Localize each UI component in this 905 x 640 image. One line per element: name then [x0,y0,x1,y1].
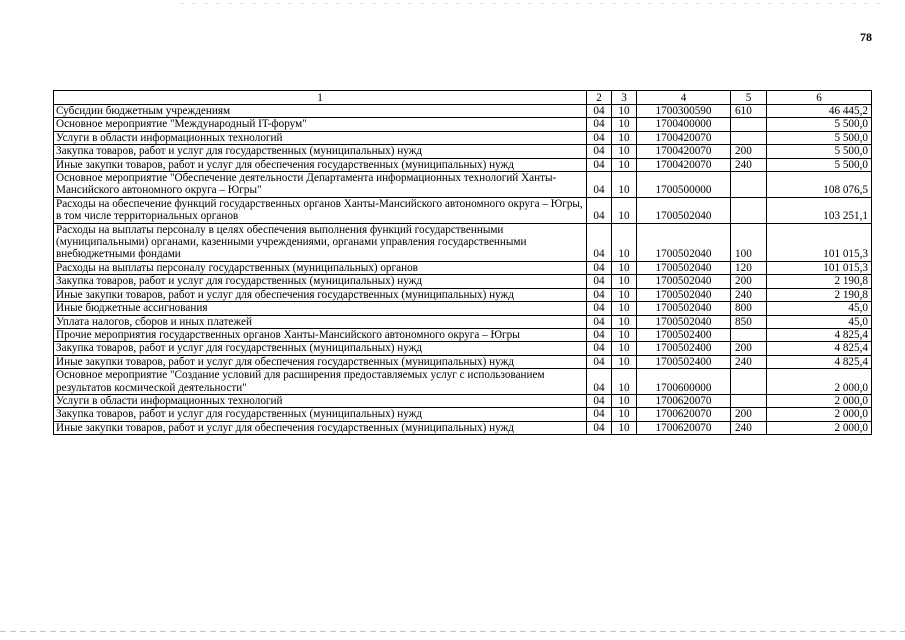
row-target-code-cell: 1700600000 [637,369,731,395]
row-subsection-cell: 10 [612,369,637,395]
row-name-cell: Закупка товаров, работ и услуг для государственных (муниципальных) нужд [54,275,587,288]
table-row [54,145,872,158]
row-section-cell: 04 [587,408,612,421]
row-expense-type-cell: 200 [731,342,767,355]
row-expense-type-cell: 240 [731,158,767,171]
table-row [54,394,872,407]
row-expense-type-cell [731,118,767,131]
row-amount-cell: 45,0 [767,302,872,315]
table-row [54,197,872,223]
row-section-cell: 04 [587,131,612,144]
row-amount-cell: 2 000,0 [767,421,872,434]
row-section-cell: 04 [587,172,612,198]
row-amount-cell: 101 015,3 [767,261,872,274]
row-name-cell: Иные закупки товаров, работ и услуг для обеспечения государственных (муниципальных) нужд [54,421,587,434]
row-target-code-cell: 1700420070 [637,131,731,144]
budget-table [53,90,872,435]
row-amount-cell: 2 000,0 [767,394,872,407]
header-cell-5: 5 [731,91,767,105]
scan-artifact-top [180,3,880,4]
row-amount-cell: 103 251,1 [767,197,872,223]
row-subsection-cell: 10 [612,355,637,368]
row-subsection-cell: 10 [612,145,637,158]
row-name-cell: Расходы на обеспечение функций государственных органов Ханты-Мансийского автономного округа – Югры, в том числе территориальных органов [54,197,587,223]
row-amount-cell: 4 825,4 [767,328,872,341]
row-section-cell: 04 [587,355,612,368]
row-target-code-cell: 1700420070 [637,158,731,171]
budget-table-body [54,91,872,435]
table-row [54,158,872,171]
row-target-code-cell: 1700420070 [637,145,731,158]
row-section-cell: 04 [587,302,612,315]
row-subsection-cell: 10 [612,342,637,355]
row-subsection-cell: 10 [612,328,637,341]
row-name-cell: Расходы на выплаты персоналу государственных (муниципальных) органов [54,261,587,274]
row-name-cell: Иные закупки товаров, работ и услуг для обеспечения государственных (муниципальных) нужд [54,158,587,171]
row-section-cell: 04 [587,197,612,223]
row-expense-type-cell [731,369,767,395]
row-amount-cell: 2 000,0 [767,408,872,421]
table-header-row [54,91,872,105]
row-expense-type-cell [731,197,767,223]
table-row [54,328,872,341]
table-row [54,172,872,198]
row-target-code-cell: 1700500000 [637,172,731,198]
row-name-cell: Закупка товаров, работ и услуг для государственных (муниципальных) нужд [54,408,587,421]
row-subsection-cell: 10 [612,288,637,301]
row-section-cell: 04 [587,288,612,301]
row-amount-cell: 5 500,0 [767,145,872,158]
row-name-cell: Прочие мероприятия государственных органов Ханты-Мансийского автономного округа – Югры [54,328,587,341]
row-expense-type-cell: 200 [731,408,767,421]
row-subsection-cell: 10 [612,261,637,274]
row-expense-type-cell [731,131,767,144]
row-amount-cell: 2 190,8 [767,275,872,288]
row-expense-type-cell: 240 [731,421,767,434]
header-cell-6: 6 [767,91,872,105]
row-target-code-cell: 1700502040 [637,315,731,328]
row-section-cell: 04 [587,145,612,158]
row-name-cell: Иные закупки товаров, работ и услуг для обеспечения государственных (муниципальных) нужд [54,355,587,368]
table-row [54,369,872,395]
row-section-cell: 04 [587,342,612,355]
table-row [54,342,872,355]
row-expense-type-cell: 240 [731,355,767,368]
row-section-cell: 04 [587,328,612,341]
row-expense-type-cell [731,394,767,407]
table-row [54,355,872,368]
row-name-cell: Иные бюджетные ассигнования [54,302,587,315]
row-subsection-cell: 10 [612,394,637,407]
row-name-cell: Основное мероприятие "Международный IT-форум" [54,118,587,131]
table-row [54,302,872,315]
row-name-cell: Основное мероприятие "Обеспечение деятельности Департамента информационных технологий Ханты-Мансийского автономного округа – Югры" [54,172,587,198]
row-name-cell: Закупка товаров, работ и услуг для государственных (муниципальных) нужд [54,342,587,355]
table-row [54,223,872,261]
row-amount-cell: 4 825,4 [767,355,872,368]
table-row [54,118,872,131]
row-expense-type-cell: 200 [731,145,767,158]
row-target-code-cell: 1700502400 [637,355,731,368]
row-subsection-cell: 10 [612,197,637,223]
row-section-cell: 04 [587,421,612,434]
row-amount-cell: 108 076,5 [767,172,872,198]
table-row [54,275,872,288]
row-target-code-cell: 1700300590 [637,105,731,118]
row-target-code-cell: 1700620070 [637,394,731,407]
row-subsection-cell: 10 [612,118,637,131]
row-expense-type-cell: 850 [731,315,767,328]
row-target-code-cell: 1700502400 [637,328,731,341]
header-cell-2: 2 [587,91,612,105]
row-subsection-cell: 10 [612,421,637,434]
row-amount-cell: 46 445,2 [767,105,872,118]
row-subsection-cell: 10 [612,105,637,118]
row-expense-type-cell: 100 [731,223,767,261]
row-name-cell: Расходы на выплаты персоналу в целях обеспечения выполнения функций государственными (муниципальными) органами, казенными учреждениями, органами управления государственными внебюджетными фондами [54,223,587,261]
row-subsection-cell: 10 [612,315,637,328]
table-row [54,421,872,434]
row-target-code-cell: 1700502040 [637,261,731,274]
row-expense-type-cell: 800 [731,302,767,315]
row-name-cell: Иные закупки товаров, работ и услуг для обеспечения государственных (муниципальных) нужд [54,288,587,301]
row-amount-cell: 5 500,0 [767,158,872,171]
row-amount-cell: 2 000,0 [767,369,872,395]
table-row [54,315,872,328]
page-number: 78 [860,30,872,44]
row-amount-cell: 45,0 [767,315,872,328]
header-cell-1: 1 [54,91,587,105]
table-row [54,288,872,301]
row-amount-cell: 101 015,3 [767,223,872,261]
row-section-cell: 04 [587,261,612,274]
table-row [54,105,872,118]
row-expense-type-cell [731,328,767,341]
table-row [54,408,872,421]
row-target-code-cell: 1700502040 [637,223,731,261]
header-cell-4: 4 [637,91,731,105]
row-subsection-cell: 10 [612,302,637,315]
row-amount-cell: 5 500,0 [767,131,872,144]
row-subsection-cell: 10 [612,408,637,421]
row-target-code-cell: 1700620070 [637,408,731,421]
row-target-code-cell: 1700502040 [637,288,731,301]
scan-artifact-bottom [0,631,905,632]
row-name-cell: Услуги в области информационных технологий [54,394,587,407]
row-section-cell: 04 [587,315,612,328]
row-subsection-cell: 10 [612,131,637,144]
row-name-cell: Уплата налогов, сборов и иных платежей [54,315,587,328]
header-cell-3: 3 [612,91,637,105]
row-name-cell: Субсидии бюджетным учреждениям [54,105,587,118]
row-section-cell: 04 [587,105,612,118]
row-expense-type-cell: 200 [731,275,767,288]
row-expense-type-cell: 610 [731,105,767,118]
row-section-cell: 04 [587,394,612,407]
table-row [54,131,872,144]
row-amount-cell: 2 190,8 [767,288,872,301]
row-target-code-cell: 1700502400 [637,342,731,355]
row-section-cell: 04 [587,158,612,171]
row-target-code-cell: 1700502040 [637,275,731,288]
row-expense-type-cell: 120 [731,261,767,274]
row-expense-type-cell: 240 [731,288,767,301]
row-subsection-cell: 10 [612,158,637,171]
row-target-code-cell: 1700620070 [637,421,731,434]
row-subsection-cell: 10 [612,275,637,288]
row-section-cell: 04 [587,223,612,261]
row-amount-cell: 4 825,4 [767,342,872,355]
row-subsection-cell: 10 [612,223,637,261]
row-section-cell: 04 [587,118,612,131]
row-target-code-cell: 1700502040 [637,197,731,223]
row-name-cell: Услуги в области информационных технологий [54,131,587,144]
row-name-cell: Закупка товаров, работ и услуг для государственных (муниципальных) нужд [54,145,587,158]
row-target-code-cell: 1700502040 [637,302,731,315]
row-amount-cell: 5 500,0 [767,118,872,131]
row-expense-type-cell [731,172,767,198]
row-subsection-cell: 10 [612,172,637,198]
table-row [54,261,872,274]
row-target-code-cell: 1700400000 [637,118,731,131]
row-section-cell: 04 [587,369,612,395]
row-section-cell: 04 [587,275,612,288]
row-name-cell: Основное мероприятие "Создание условий для расширения предоставляемых услуг с использованием результатов космической деятельности" [54,369,587,395]
